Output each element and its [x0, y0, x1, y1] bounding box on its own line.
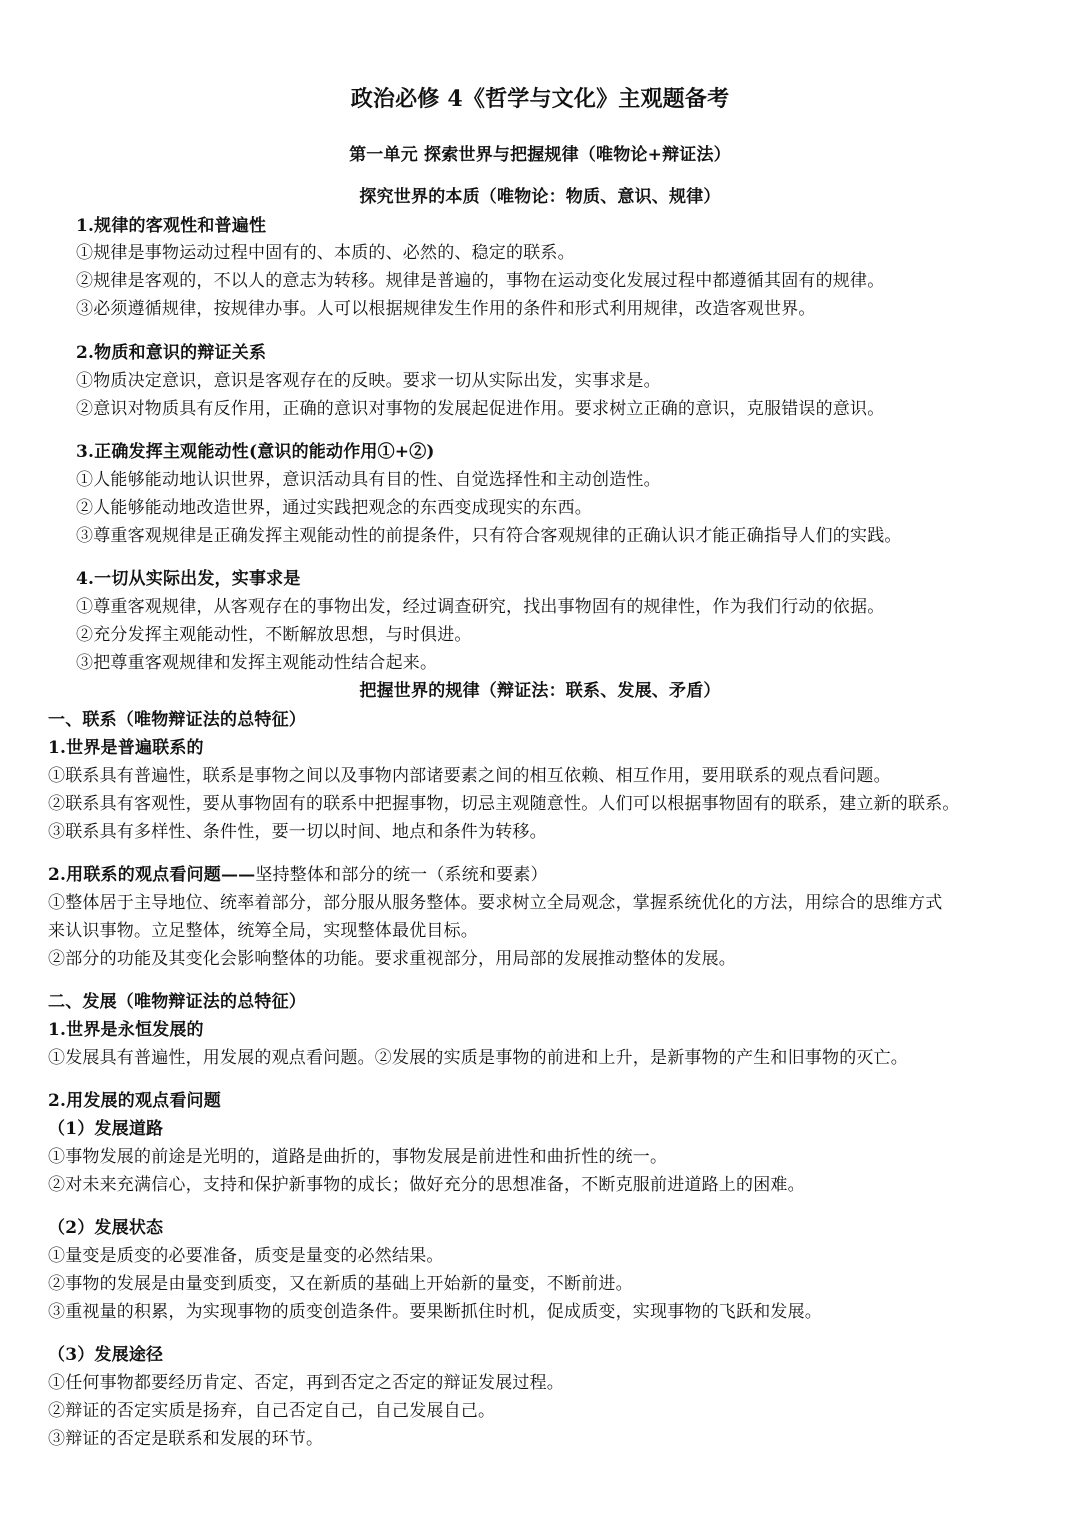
- document-title: 政治必修 4《哲学与文化》主观题备考: [350, 86, 730, 112]
- initiative-heading: 3.正确发挥主观能动性(意识的能动作用①+②): [76, 442, 435, 462]
- development-sub1-line-1: ①发展具有普遍性，用发展的观点看问题。②发展的实质是事物的前进和上升，是新事物的产生和旧事物的灭亡。: [48, 1048, 908, 1068]
- section-heading-materialism: 探究世界的本质（唯物论：物质、意识、规律）: [359, 187, 721, 207]
- state-line-1: ①量变是质变的必要准备，质变是量变的必然结果。: [48, 1246, 444, 1266]
- initiative-line-1: ①人能够能动地认识世界，意识活动具有目的性、自觉选择性和主动创造性。: [76, 470, 661, 490]
- reality-line-3: ③把尊重客观规律和发挥主观能动性结合起来。: [76, 653, 438, 673]
- connection-sub1-heading: 1.世界是普遍联系的: [48, 738, 204, 758]
- connection-sub2-line-3: ②部分的功能及其变化会影响整体的功能。要求重视部分，用局部的发展推动整体的发展。: [48, 949, 736, 969]
- matter-line-2: ②意识对物质具有反作用，正确的意识对事物的发展起促进作用。要求树立正确的意识，克服错误的意识。: [76, 399, 885, 419]
- connection-sub1-line-3: ③联系具有多样性、条件性，要一切以时间、地点和条件为转移。: [48, 822, 547, 842]
- road-heading: （1）发展道路: [48, 1119, 164, 1139]
- connection-sub2-heading-bold: 2.用联系的观点看问题——: [48, 865, 256, 885]
- matter-heading: 2.物质和意识的辩证关系: [76, 343, 267, 363]
- connection-sub1-line-1: ①联系具有普遍性，联系是事物之间以及事物内部诸要素之间的相互依赖、相互作用，要用联系的观点看问题。: [48, 766, 891, 786]
- connection-sub1-line-2: ②联系具有客观性，要从事物固有的联系中把握事物，切忌主观随意性。人们可以根据事物固有的联系，建立新的联系。: [48, 794, 960, 814]
- state-line-3: ③重视量的积累，为实现事物的质变创造条件。要果断抓住时机，促成质变，实现事物的飞跃和发展。: [48, 1302, 822, 1322]
- path-line-1: ①任何事物都要经历肯定、否定，再到否定之否定的辩证发展过程。: [48, 1373, 564, 1393]
- connection-sub2-heading: [48, 863, 548, 887]
- connection-sub2-line-1: ①整体居于主导地位、统率着部分，部分服从服务整体。要求树立全局观念，掌握系统优化的方法，用综合的思维方式: [48, 893, 943, 913]
- reality-line-1: ①尊重客观规律，从客观存在的事物出发，经过调查研究，找出事物固有的规律性，作为我们行动的依据。: [76, 597, 885, 617]
- initiative-line-3: ③尊重客观规律是正确发挥主观能动性的前提条件，只有符合客观规律的正确认识才能正确指导人们的实践。: [76, 526, 902, 546]
- law-line-1: ①规律是事物运动过程中固有的、本质的、必然的、稳定的联系。: [76, 243, 575, 263]
- matter-line-1: ①物质决定意识，意识是客观存在的反映。要求一切从实际出发，实事求是。: [76, 371, 661, 391]
- state-line-2: ②事物的发展是由量变到质变，又在新质的基础上开始新的量变，不断前进。: [48, 1274, 633, 1294]
- connection-sub2-line-2: 来认识事物。立足整体，统筹全局，实现整体最优目标。: [48, 921, 478, 941]
- connection-heading: 一、联系（唯物辩证法的总特征）: [48, 710, 306, 730]
- law-heading: 1.规律的客观性和普遍性: [76, 216, 267, 236]
- connection-sub2-heading-rest: 坚持整体和部分的统一（系统和要素）: [255, 865, 548, 885]
- law-line-2: ②规律是客观的，不以人的意志为转移。规律是普遍的，事物在运动变化发展过程中都遵循其固有的规律。: [76, 271, 885, 291]
- road-line-1: ①事物发展的前途是光明的，道路是曲折的，事物发展是前进性和曲折性的统一。: [48, 1147, 668, 1167]
- state-heading: （2）发展状态: [48, 1218, 164, 1238]
- path-line-2: ②辩证的否定实质是扬弃，自己否定自己，自己发展自己。: [48, 1401, 496, 1421]
- path-heading: （3）发展途径: [48, 1345, 164, 1365]
- unit-heading: 第一单元 探索世界与把握规律（唯物论+辩证法）: [349, 145, 731, 165]
- section-heading-dialectics: 把握世界的规律（辩证法：联系、发展、矛盾）: [359, 681, 721, 701]
- law-line-3: ③必须遵循规律，按规律办事。人可以根据规律发生作用的条件和形式利用规律，改造客观世界。: [76, 299, 816, 319]
- road-line-2: ②对未来充满信心，支持和保护新事物的成长；做好充分的思想准备，不断克服前进道路上的困难。: [48, 1175, 805, 1195]
- reality-line-2: ②充分发挥主观能动性，不断解放思想，与时俱进。: [76, 625, 472, 645]
- initiative-line-2: ②人能够能动地改造世界，通过实践把观念的东西变成现实的东西。: [76, 498, 592, 518]
- development-sub2-heading: 2.用发展的观点看问题: [48, 1091, 221, 1111]
- path-line-3: ③辩证的否定是联系和发展的环节。: [48, 1429, 324, 1449]
- reality-heading: 4.一切从实际出发，实事求是: [76, 569, 301, 589]
- development-heading: 二、发展（唯物辩证法的总特征）: [48, 992, 306, 1012]
- development-sub1-heading: 1.世界是永恒发展的: [48, 1020, 204, 1040]
